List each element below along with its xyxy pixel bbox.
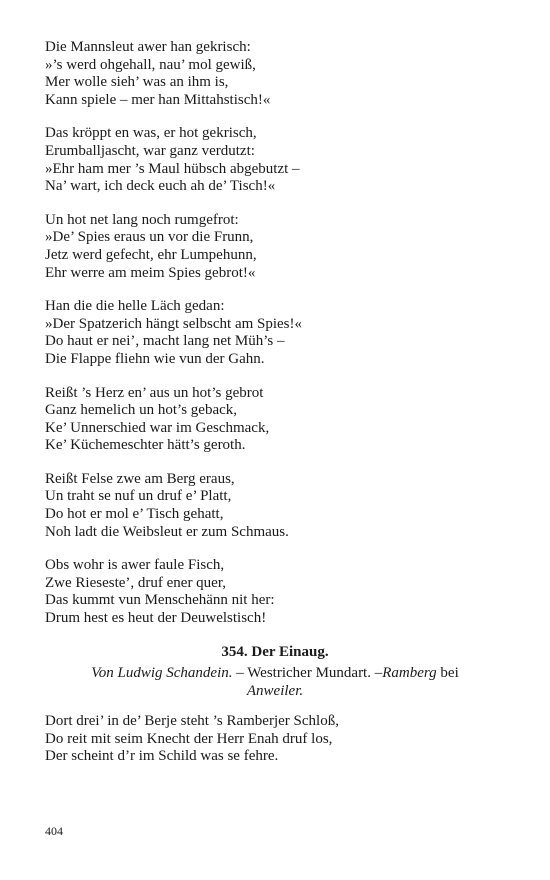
subtitle-town: Anweiler. xyxy=(246,683,304,699)
verse-line: Ganz hemelich un hot’s geback, xyxy=(45,402,238,419)
verse-line: Kann spiele – mer han Mittahstisch!« xyxy=(45,91,271,108)
verse-line: Un traht se nuf un druf e’ Platt, xyxy=(45,488,232,505)
verse-line: »Der Spatzerich hängt selbscht am Spies!« xyxy=(45,315,303,332)
stanza xyxy=(45,471,515,541)
stanza xyxy=(45,298,515,368)
verse-line: »’s werd ohgehall, nau’ mol gewiß, xyxy=(45,56,256,73)
verse-line: Der scheint d’r im Schild was se fehre. xyxy=(45,748,279,765)
verse-line: Zwe Riesestе’, druf ener quer, xyxy=(45,574,226,591)
stanza xyxy=(45,385,515,455)
verse-line: Do haut er nei’, macht lang net Müh’s – xyxy=(45,333,285,350)
poem-text-second xyxy=(45,713,515,782)
page-number: 404 xyxy=(45,824,63,838)
verse-line: Erumballjascht, war ganz verdutzt: xyxy=(45,142,255,159)
verse-line: Das kummt vun Menschehänn nit her: xyxy=(45,592,275,609)
verse-line: Die Flappe fliehn wie vun der Gahn. xyxy=(45,350,265,367)
subtitle-place: Ramberg xyxy=(382,665,437,681)
verse-line: Noh ladt die Weibsleut er zum Schmaus. xyxy=(45,523,289,540)
verse-line: Obs wohr is awer faule Fisch, xyxy=(45,557,225,574)
verse-line: Do hot er mol e’ Tisch gehatt, xyxy=(45,506,224,523)
stanza xyxy=(45,125,515,195)
verse-line: »De’ Spies eraus un vor die Frunn, xyxy=(45,229,254,246)
verse-line: Ke’ Unnerschied war im Geschmack, xyxy=(45,419,270,436)
subtitle-dialect: – Westricher Mundart. – xyxy=(232,665,383,681)
subtitle-author: Von Ludwig Schandein. xyxy=(91,665,233,681)
verse-line: Ehr werre am meim Spies gebrot!« xyxy=(45,264,256,281)
verse-line: Reißt Felse zwe am Berg eraus, xyxy=(45,470,235,487)
verse-line: Ke’ Küchemeschter hätt’s geroth. xyxy=(45,437,246,454)
stanza xyxy=(45,212,515,282)
verse-line: Na’ wart, ich deck euch ah de’ Tisch!« xyxy=(45,178,276,195)
verse-line: Die Mannsleut awer han gekrisch: xyxy=(45,39,251,55)
verse-line: Das kröppt en was, er hot gekrisch, xyxy=(45,125,257,142)
section-subtitle xyxy=(52,664,498,700)
section-heading: 354. Der Einaug. xyxy=(221,644,329,660)
stanza xyxy=(45,39,515,109)
verse-line: Mer wolle sieh’ was an ihm is, xyxy=(45,74,229,91)
verse-line: Jetz werd gefecht, ehr Lumpehunn, xyxy=(45,246,257,263)
verse-line: Do reit mit seim Knecht der Herr Enah druf los, xyxy=(45,730,333,747)
stanza xyxy=(45,557,515,627)
verse-line: Reißt ’s Herz en’ aus un hot’s gebrot xyxy=(45,384,264,401)
verse-line: Dort drei’ in de’ Berje steht ’s Ramberjer Schloß, xyxy=(45,713,339,729)
verse-line: Un hot net lang noch rumgefrot: xyxy=(45,211,239,228)
stanza xyxy=(45,713,515,766)
subtitle-bei: bei xyxy=(436,665,459,681)
verse-line: »Ehr ham mer ’s Maul hübsch abgebutzt – xyxy=(45,160,300,177)
verse-line: Drum hest es heut der Deuwelstisch! xyxy=(45,610,267,627)
verse-line: Han die die helle Läch gedan: xyxy=(45,298,225,315)
poem-text xyxy=(45,39,515,644)
